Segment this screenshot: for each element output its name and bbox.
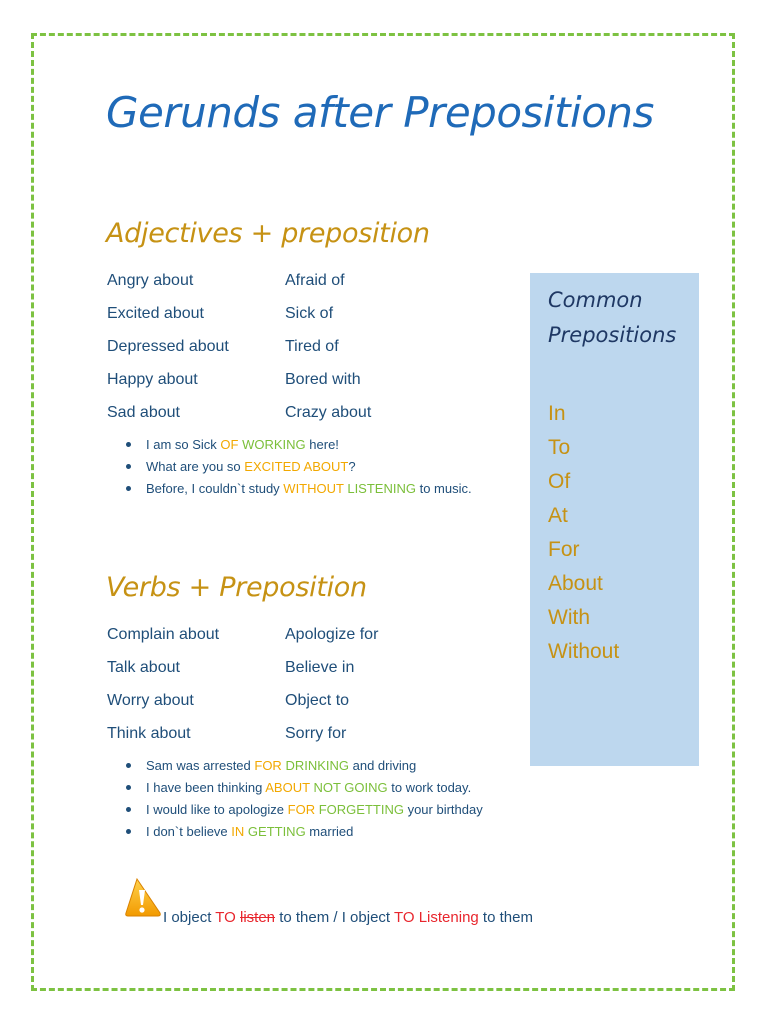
example-text: your birthday [403, 802, 483, 817]
example-gerund: GETTING [247, 824, 306, 839]
example-sentence [122, 802, 483, 824]
sidebar-title-line: Common [548, 288, 643, 312]
word-item: Happy about [107, 371, 198, 388]
example-preposition: FOR [254, 758, 282, 773]
example-preposition: ABOUT [265, 780, 310, 795]
example-preposition: FOR [287, 802, 316, 817]
preposition-list [548, 397, 619, 669]
word-item: Angry about [107, 272, 194, 289]
word-item: Complain about [107, 626, 220, 643]
sidebar-title [548, 283, 676, 353]
example-gerund: NOT GOING [313, 780, 388, 795]
word-item: Excited about [107, 305, 204, 322]
word-item: Object to [285, 692, 350, 709]
example-text: ? [348, 459, 356, 474]
word-item: Afraid of [285, 272, 345, 289]
example-text: to work today. [387, 780, 472, 795]
example-sentence [122, 437, 472, 459]
word-item: Apologize for [285, 626, 379, 643]
word-item: Talk about [107, 659, 180, 676]
warning-sentence [163, 909, 533, 926]
preposition-item: For [548, 538, 580, 561]
example-sentence [122, 459, 472, 481]
example-text: to music. [415, 481, 472, 496]
example-text: What are you so [146, 459, 245, 474]
example-gerund: ABOUT [303, 459, 349, 474]
word-item: Sad about [107, 404, 180, 421]
example-text: I have been thinking [146, 780, 266, 795]
example-gerund: WORKING [242, 437, 306, 452]
warning-preposition: TO [393, 909, 415, 926]
example-sentence [122, 481, 472, 503]
adjectives-examples [122, 437, 472, 503]
preposition-item: About [548, 572, 603, 595]
sidebar-title-line: Prepositions [548, 323, 677, 347]
preposition-item: In [548, 402, 566, 425]
example-text: Sam was arrested [146, 758, 255, 773]
example-text: I don`t believe [146, 824, 232, 839]
word-item: Bored with [285, 371, 361, 388]
example-preposition: OF [220, 437, 239, 452]
adjectives-heading: Adjectives + preposition [106, 218, 430, 249]
example-gerund: DRINKING [285, 758, 350, 773]
example-sentence [122, 758, 483, 780]
word-item: Sorry for [285, 725, 347, 742]
example-sentence [122, 824, 483, 846]
example-sentence [122, 780, 483, 802]
warning-triangle-icon [123, 876, 163, 918]
example-preposition: EXCITED [244, 459, 301, 474]
warning-text: I object [163, 909, 216, 926]
preposition-item: Of [548, 470, 571, 493]
verbs-heading: Verbs + Preposition [106, 572, 367, 603]
example-gerund: LISTENING [347, 481, 416, 496]
warning-text: to them / I object [275, 909, 394, 926]
incorrect-verb: listen [240, 909, 276, 926]
word-item: Tired of [285, 338, 339, 355]
preposition-item: At [548, 504, 568, 527]
example-text: I would like to apologize [146, 802, 288, 817]
warning-preposition: TO [215, 909, 236, 926]
word-item: Sick of [285, 305, 334, 322]
common-prepositions-box [530, 273, 699, 766]
verbs-examples [122, 758, 483, 846]
word-item: Depressed about [107, 338, 229, 355]
preposition-item: To [548, 436, 571, 459]
page-title: Gerunds after Prepositions [106, 88, 654, 137]
word-item: Crazy about [285, 404, 372, 421]
example-preposition: IN [231, 824, 245, 839]
preposition-item: With [548, 606, 590, 629]
example-gerund: FORGETTING [318, 802, 404, 817]
example-text: and driving [349, 758, 417, 773]
example-text: I am so Sick [146, 437, 221, 452]
example-text: here! [305, 437, 339, 452]
example-text: married [305, 824, 354, 839]
word-item: Believe in [285, 659, 355, 676]
word-item: Think about [107, 725, 191, 742]
example-text: Before, I couldn`t study [146, 481, 284, 496]
word-item: Worry about [107, 692, 194, 709]
warning-text: to them [478, 909, 533, 926]
correct-gerund: Listening [418, 909, 479, 926]
preposition-item: Without [548, 640, 620, 663]
example-preposition: WITHOUT [283, 481, 344, 496]
